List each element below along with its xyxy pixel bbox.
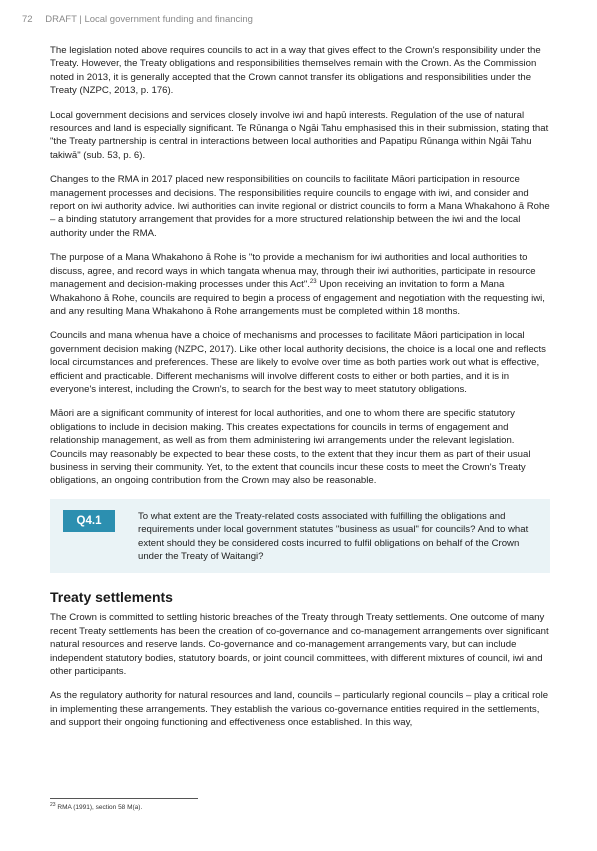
paragraph-mechanisms: Councils and mana whenua have a choice of mechanisms and processes to facilitate Māori participation in local government decision making (NZPC, 2017). Like other local authority decisions, the choice is a local one and reflects local circumstances and preferences. These are likely to evolve over time as both parties work out what is effective, efficient and practicable. Different mechanisms will involve different costs to either or both parties, and it is in everyone's interest, including the Crown's, to search for the best way to meet statutory obligations. — [50, 330, 546, 395]
footnote-text: RMA (1991), section 58 M(a). — [57, 804, 143, 811]
paragraph-text-after-footnote: Upon receiving an invitation to form a Mana Whakahono ā Rohe, councils are required to begin a process of engagement and negotiation with the requesting iwi, and any resulting Mana Whakahono ā Rohe arrangements must be completed within 18 months. — [50, 279, 545, 317]
question-label: Q4.1 — [63, 510, 115, 532]
footnote-number: 23 — [50, 801, 56, 808]
paragraph-mana-whakahono-purpose — [50, 251, 550, 318]
paragraph-text-before-footnote: The purpose of a Mana Whakahono ā Rohe is "to provide a mechanism for iwi authorities and local authorities to discuss, agree, and record ways in which tangata whenua may, through their iwi authorities, participate in resource management and decision-making processes under this Act". — [50, 252, 536, 291]
running-title: DRAFT | Local government funding and financing — [45, 14, 253, 25]
footnote — [50, 801, 143, 811]
page-body — [50, 44, 550, 741]
section-heading: Treaty settlements — [50, 589, 173, 606]
paragraph-regulatory-authority: As the regulatory authority for natural resources and land, councils – particularly regional councils – play a critical role in implementing these arrangements. They establish the various co-governance entities required in the settlements, and support their ongoing functioning and effectiveness once established. In this way, — [50, 690, 549, 729]
paragraph-crown-responsibility: The legislation noted above requires councils to act in a way that gives effect to the Crown's responsibility under the Treaty. However, the Treaty obligations and responsibilities themselves remain with the Crown. As the Commission noted in 2013, it is generally accepted that the Crown cannot transfer its obligations and responsibilities under the Treaty (NZPC, 2013, p. 176). — [50, 45, 541, 97]
paragraph-maori-community: Māori are a significant community of interest for local authorities, and one to whom there are specific statutory obligations to include in decision making. This creates expectations for councils in terms of engagement and relationship management, as well as from them administering iwi arrangements under the relevant legislation. Councils may reasonably be expected to bear these costs, to the extent that they incur them as part of their usual business in serving their community. Yet, to the extent that councils incur these costs to meet the Crown's Treaty obligations, an ongoing contribution from the Crown may also be reasonable. — [50, 408, 531, 487]
question-text: To what extent are the Treaty-related costs associated with fulfilling the obligations and requirements under local government statutes "business as usual" for councils? And to what extent should they be considered costs incurred to fulfil obligations on behalf of the Crown under the Treaty of Waitangi? — [138, 510, 529, 562]
footnote-divider — [50, 798, 198, 799]
footnote-reference[interactable]: 23 — [309, 278, 317, 285]
paragraph-iwi-hapu-interests: Local government decisions and services closely involve iwi and hapū interests. Regulation of the use of natural resources and land is especially significant. Te Rūnanga o Ngāi Tahu emphasised this in their submission, stating that "the Treaty partnership is central in interactions between local authorities and Papatipu Rūnanga within Ngāi Tahu takiwā" (sub. 53, p. 6). — [50, 109, 549, 161]
question-box — [50, 499, 550, 574]
page-number: 72 — [22, 14, 33, 25]
paragraph-rma-changes: Changes to the RMA in 2017 placed new responsibilities on councils to facilitate Māori participation in resource management processes and decisions. The responsibilities require councils to engage with iwi, and consider and report on iwi authority advice. Iwi authorities can invite regional or district councils to form a Mana Whakahono ā Rohe – a binding statutory arrangement that provides for a more structured relationship between the iwi and the local authority under the RMA. — [50, 174, 550, 239]
running-header — [22, 14, 253, 25]
paragraph-treaty-settlements: The Crown is committed to settling historic breaches of the Treaty through Treaty settlements. One outcome of many recent Treaty settlements has been the creation of co-governance and co-management arrangements over significant natural resources and reserve lands. Co-governance and co-management arrangements vary, but can include independent statutory bodies, statutory boards, or joint council committees, with different mixtures of council, iwi and other participants. — [50, 612, 549, 678]
